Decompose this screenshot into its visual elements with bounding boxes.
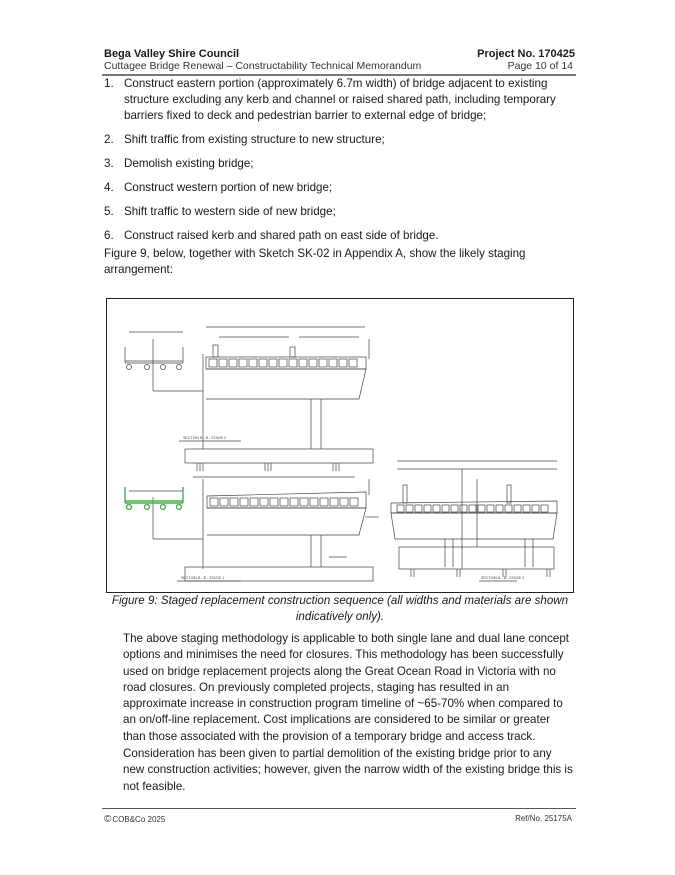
existing-bridge-highlight xyxy=(125,487,183,510)
step-number: 1. xyxy=(104,77,114,90)
page-indicator: Page 10 of 14 xyxy=(507,60,573,72)
list-item xyxy=(104,132,574,148)
step-number: 6. xyxy=(104,229,114,242)
step-text: Shift traffic from existing structure to new structure; xyxy=(124,133,385,146)
step-number: 4. xyxy=(104,181,114,194)
step-text: Demolish existing bridge; xyxy=(124,157,254,170)
body-paragraph-2: Consideration has been given to partial demolition of the existing bridge prior to any new construction activities; however, given the narrow width of the existing bridge this is not feasible. xyxy=(123,747,573,793)
copyright xyxy=(104,814,165,825)
figure-caption: Figure 9: Staged replacement construction sequence (all widths and materials are shown indicatively only). xyxy=(111,594,569,623)
list-item xyxy=(104,156,574,172)
bridge-sections-drawing xyxy=(107,299,573,592)
copyright-icon: © xyxy=(104,814,112,825)
step-text: Shift traffic to western side of new bridge; xyxy=(124,205,336,218)
body-paragraph-1: The above staging methodology is applicable to both single lane and dual lane concept options and minimises the need for closures. This methodology has been successfully used on bridge replacement projects along the Great Ocean Road in Victoria with no road closures. On previously completed projects, staging has resulted in an approximate increase in construction program timeline of ~65-70% when compared to an on/off-line replacement. Cost implications are considered to be similar or greater than those associated with the provision of a temporary bridge and access track. xyxy=(123,632,570,743)
organisation-name: Bega Valley Shire Council xyxy=(104,48,240,60)
figure-9-drawing xyxy=(106,298,574,593)
list-item xyxy=(104,76,574,124)
list-item xyxy=(104,228,574,244)
step-text: Construct raised kerb and shared path on east side of bridge. xyxy=(124,229,439,242)
intro-paragraph: Figure 9, below, together with Sketch SK-02 in Appendix A, show the likely staging arrangement: xyxy=(104,247,526,277)
project-number: Project No. 170425 xyxy=(477,48,575,60)
page-footer xyxy=(104,814,572,825)
reference-number: Ref/No. 25175A xyxy=(515,814,572,823)
list-item xyxy=(104,180,574,196)
stage-1-label: SECTION B - B - STAGE 1 xyxy=(181,576,225,580)
copyright-text: COB&Co 2025 xyxy=(112,815,166,824)
stage-3-label: SECTION B - B - STAGE 3 xyxy=(481,576,525,580)
staging-steps-list xyxy=(104,76,574,252)
footer-divider xyxy=(102,808,576,809)
step-number: 2. xyxy=(104,133,114,146)
step-text: Construct western portion of new bridge; xyxy=(124,181,333,194)
page-header xyxy=(104,48,575,72)
document-title: Cuttagee Bridge Renewal – Constructability Technical Memorandum xyxy=(104,60,422,72)
list-item xyxy=(104,204,574,220)
stage-2-label: SECTION B - B - STAGE 2 xyxy=(183,436,227,440)
step-number: 5. xyxy=(104,205,114,218)
step-number: 3. xyxy=(104,157,114,170)
step-text: Construct eastern portion (approximately 6.7m width) of bridge adjacent to existing structure excluding any kerb and channel or raised shared path, including temporary barriers fixed to deck and pedestrian barrier to external edge of bridge; xyxy=(124,77,556,122)
